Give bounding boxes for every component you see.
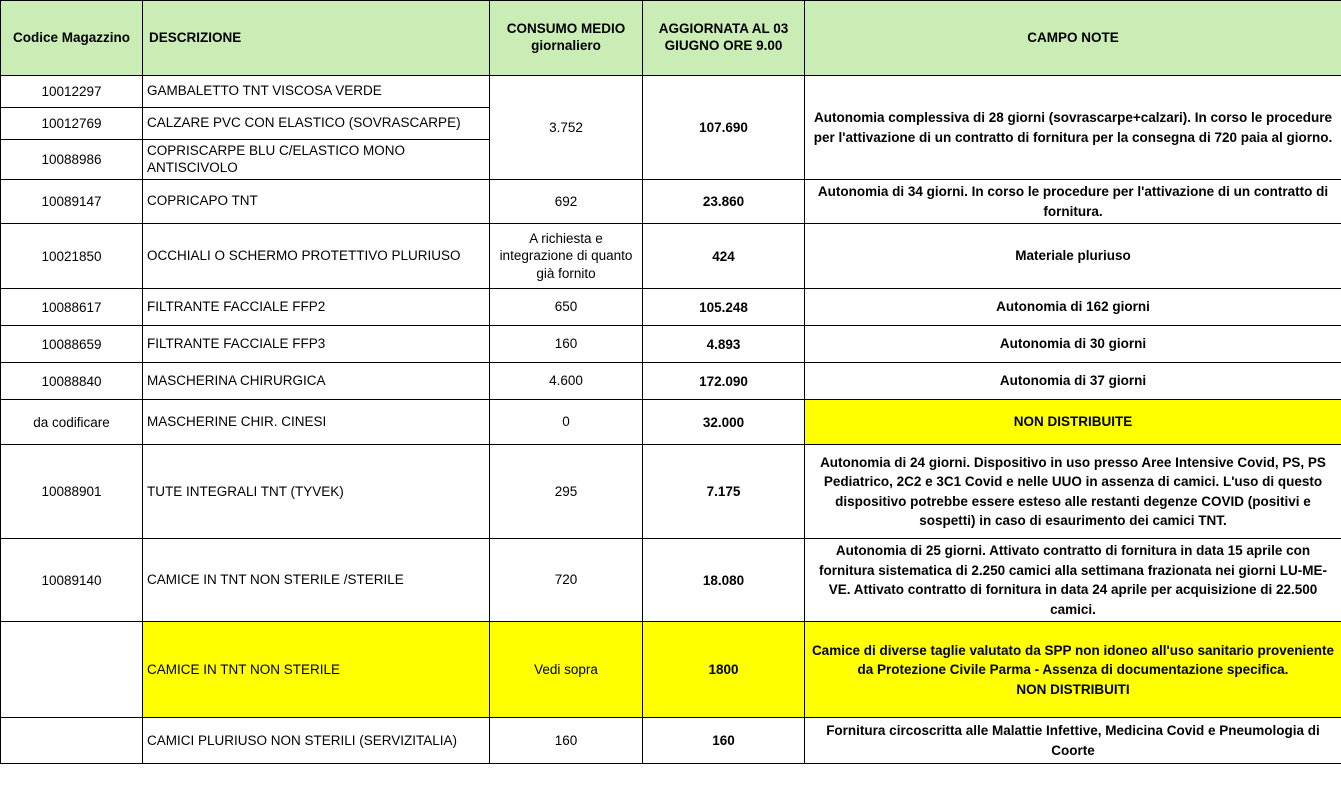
cell-codice: 10021850 — [1, 224, 143, 289]
cell-codice: 10088659 — [1, 326, 143, 363]
cell-consumo: 0 — [490, 400, 643, 445]
cell-codice: da codificare — [1, 400, 143, 445]
cell-codice: 10012297 — [1, 76, 143, 108]
header-aggiornata — [643, 1, 805, 76]
cell-consumo: 720 — [490, 539, 643, 622]
cell-codice: 10088901 — [1, 445, 143, 539]
cell-note: Fornitura circoscritta alle Malattie Infettive, Medicina Covid e Pneumologia di Coorte — [805, 718, 1341, 764]
header-row — [1, 1, 1341, 76]
header-consumo-line2: giornaliero — [531, 38, 601, 53]
cell-descrizione: CAMICI PLURIUSO NON STERILI (SERVIZITALIA) — [143, 718, 490, 764]
table-row — [1, 180, 1341, 224]
cell-note: Materiale pluriuso — [805, 224, 1341, 289]
table-row — [1, 539, 1341, 622]
header-consumo-medio — [490, 1, 643, 76]
cell-note: Autonomia di 24 giorni. Dispositivo in uso presso Aree Intensive Covid, PS, PS Pediatrico, 2C2 e 3C1 Covid e nelle UUO in assenza di camici. L'uso di questo dispositivo potrebbe essere esteso alle restanti degenze COVID (positivi e sospetti) in caso di esaurimento dei camici TNT. — [805, 445, 1341, 539]
cell-consumo: 160 — [490, 718, 643, 764]
cell-codice — [1, 622, 143, 718]
table-row — [1, 289, 1341, 326]
cell-descrizione: CAMICE IN TNT NON STERILE — [143, 622, 490, 718]
cell-codice: 10089147 — [1, 180, 143, 224]
cell-consumo: 650 — [490, 289, 643, 326]
table-row — [1, 76, 1341, 108]
cell-aggiornata: 105.248 — [643, 289, 805, 326]
note-line-2: NON DISTRIBUITI — [1016, 681, 1130, 697]
table-row — [1, 445, 1341, 539]
header-aggiornata-line1: AGGIORNATA AL 03 — [658, 21, 789, 37]
cell-note-highlighted: NON DISTRIBUITE — [805, 400, 1341, 445]
cell-aggiornata: 23.860 — [643, 180, 805, 224]
cell-consumo: 295 — [490, 445, 643, 539]
cell-codice: 10012769 — [1, 108, 143, 140]
cell-note: Autonomia di 37 giorni — [805, 363, 1341, 400]
cell-aggiornata: 32.000 — [643, 400, 805, 445]
cell-aggiornata: 107.690 — [643, 76, 805, 180]
cell-descrizione: COPRISCARPE BLU C/ELASTICO MONO ANTISCIVOLO — [143, 140, 490, 180]
header-consumo-line1: CONSUMO MEDIO — [506, 21, 626, 37]
header-campo-note: CAMPO NOTE — [805, 1, 1341, 76]
cell-codice: 10089140 — [1, 539, 143, 622]
cell-note: Autonomia di 30 giorni — [805, 326, 1341, 363]
cell-consumo: 4.600 — [490, 363, 643, 400]
table-row — [1, 224, 1341, 289]
cell-descrizione: OCCHIALI O SCHERMO PROTETTIVO PLURIUSO — [143, 224, 490, 289]
table-row — [1, 718, 1341, 764]
cell-codice: 10088986 — [1, 140, 143, 180]
cell-aggiornata: 18.080 — [643, 539, 805, 622]
cell-consumo: 692 — [490, 180, 643, 224]
cell-aggiornata: 1800 — [643, 622, 805, 718]
cell-descrizione: COPRICAPO TNT — [143, 180, 490, 224]
cell-descrizione: MASCHERINA CHIRURGICA — [143, 363, 490, 400]
table-row — [1, 363, 1341, 400]
cell-descrizione: TUTE INTEGRALI TNT (TYVEK) — [143, 445, 490, 539]
cell-descrizione: CAMICE IN TNT NON STERILE /STERILE — [143, 539, 490, 622]
table-body — [1, 76, 1341, 764]
header-descrizione: DESCRIZIONE — [143, 1, 490, 76]
cell-codice: 10088617 — [1, 289, 143, 326]
table-header — [1, 1, 1341, 76]
cell-consumo: Vedi sopra — [490, 622, 643, 718]
cell-aggiornata: 160 — [643, 718, 805, 764]
header-codice-magazzino: Codice Magazzino — [1, 1, 143, 76]
cell-aggiornata: 172.090 — [643, 363, 805, 400]
cell-aggiornata: 424 — [643, 224, 805, 289]
cell-note: Autonomia di 34 giorni. In corso le procedure per l'attivazione di un contratto di fornitura. — [805, 180, 1341, 224]
cell-descrizione: MASCHERINE CHIR. CINESI — [143, 400, 490, 445]
cell-descrizione: FILTRANTE FACCIALE FFP3 — [143, 326, 490, 363]
cell-descrizione: FILTRANTE FACCIALE FFP2 — [143, 289, 490, 326]
table-row — [1, 622, 1341, 718]
cell-aggiornata: 4.893 — [643, 326, 805, 363]
header-aggiornata-line2: GIUGNO ORE 9.00 — [664, 38, 783, 53]
cell-note-highlighted — [805, 622, 1341, 718]
cell-note: Autonomia di 25 giorni. Attivato contratto di fornitura in data 15 aprile con fornitura sistematica di 2.250 camici alla settimana frazionata nei giorni LU-ME-VE. Attivato contratto di fornitura in data 24 aprile per acquisizione di 22.500 camici. — [805, 539, 1341, 622]
cell-aggiornata: 7.175 — [643, 445, 805, 539]
table-row — [1, 326, 1341, 363]
cell-codice — [1, 718, 143, 764]
cell-consumo: A richiesta e integrazione di quanto già fornito — [490, 224, 643, 289]
cell-note: Autonomia complessiva di 28 giorni (sovrascarpe+calzari). In corso le procedure per l'attivazione di un contratto di fornitura per la consegna di 720 paia al giorno. — [805, 76, 1341, 180]
cell-descrizione: CALZARE PVC CON ELASTICO (SOVRASCARPE) — [143, 108, 490, 140]
table-row — [1, 400, 1341, 445]
cell-codice: 10088840 — [1, 363, 143, 400]
cell-consumo: 160 — [490, 326, 643, 363]
cell-descrizione: GAMBALETTO TNT VISCOSA VERDE — [143, 76, 490, 108]
cell-consumo: 3.752 — [490, 76, 643, 180]
note-line-1: Camice di diverse taglie valutato da SPP non idoneo all'uso sanitario proveniente da Protezione Civile Parma - Assenza di documentazione specifica. — [811, 642, 1335, 678]
cell-note: Autonomia di 162 giorni — [805, 289, 1341, 326]
